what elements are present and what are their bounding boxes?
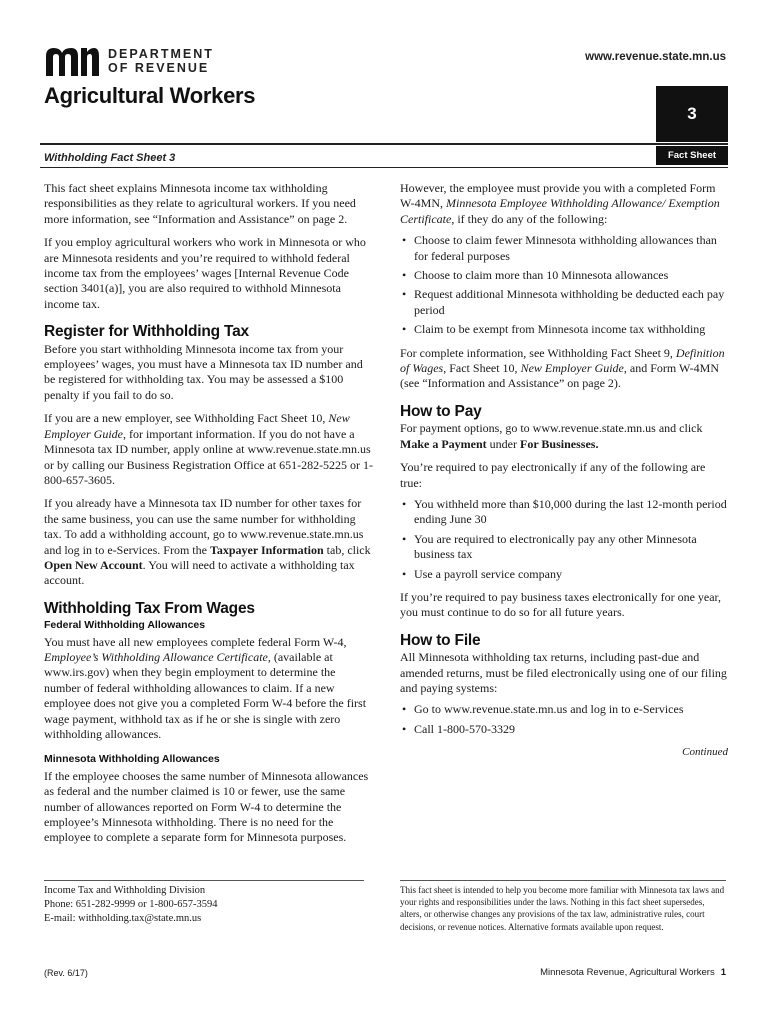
text-run: . You will need to activate a withholding tax account. [44,557,355,588]
text-run: For complete information, see Withholding Fact Sheet 9, [400,345,676,360]
contact-info [44,884,364,926]
list-item: • Choose to claim fewer Minnesota withholding allowances than for federal purposes [400,233,728,264]
disclaimer: This fact sheet is intended to help you become more familiar with Minnesota tax laws and your rights and responsibilities under the laws. Nothing in this fact sheet supersedes, alters, or otherwise changes any provisions of the tax law, administrative rules, court decisions, or revenue notices. Alternative formats available upon request. [400,885,725,932]
fact-sheet-label: Fact Sheet [667,150,717,161]
footer-rule-left [44,880,364,881]
intro-paragraph-2: If you employ agricultural workers who work in Minnesota or who are Minnesota residents and you’re required to withhold federal income tax from the employees’ wages [Internal Revenue Code section 3401(a)], you are also required to withhold Minnesota income tax. [44,235,366,311]
text-run: , Fact Sheet 10, [443,361,521,376]
text-run: , if they do any of the following: [451,211,608,226]
list-item: • Call 1-800-570-3329 [400,722,728,737]
fact-sheet-label-badge [656,146,728,165]
revision-date: (Rev. 6/17) [44,968,88,978]
register-paragraph-1: Before you start withholding Minnesota income tax from your employees’ wages, you must have a Minnesota tax ID number and be registered for withholding tax. You may be assessed a $100 penalty if you fail to do so. [44,341,363,402]
open-new-account-label: Open New Account [44,557,143,572]
list-item: • Use a payroll service company [400,567,728,582]
for-businesses-label: For Businesses. [519,436,599,451]
w4mn-list [400,233,728,337]
w4mn-paragraph [400,181,728,227]
definition-of-wages-title: Definition of Wages [400,345,725,376]
taxpayer-information-label: Taxpayer Information [209,542,324,557]
text-run: You must have all new employees complete federal Form W-4, [44,634,347,649]
form-w4-title: Employee’s Withholding Allowance Certificate [44,649,268,664]
list-item: • Claim to be exempt from Minnesota income tax withholding [400,322,728,337]
continued-note: Continued [682,746,728,759]
federal-allowances-paragraph [44,635,374,743]
pay-list [400,497,728,582]
text-run: For payment options, go to www.revenue.state.mn.us and click [400,421,703,436]
text-run: , (available at www.irs.gov) when they begin employment to determine the number of federal withholding allowances to claim. If a new employee does not give you a completed Form W-4 before the first wage payment, withhold tax as if he or she is single with zero withholding allowances. [44,649,367,741]
intro-paragraph-1: This fact sheet explains Minnesota income tax withholding responsibilities as they relate to agricultural workers. If you need more information, see “Information and Assistance” on page 2. [44,181,356,226]
list-item: • You are required to electronically pay any other Minnesota business tax [400,532,728,563]
org-line-1: DEPARTMENT [108,47,214,61]
subtitle-rule [40,167,728,168]
mn-revenue-logo [44,46,214,76]
minnesota-allowances-paragraph: If the employee chooses the same number of Minnesota allowances as federal and the number claimed is 10 or fewer, use the same number of allowances reported on Form W-4 to determine the employee’s Minnesota withholding. There is no need for the employee to complete a separate form for Minnesota purposes. [44,768,369,845]
text-run: However, the employee must provide you with a completed Form W-4MN, [400,181,716,211]
header-rule [40,143,728,145]
new-employer-guide-title: New Employer Guide [44,411,350,441]
register-heading: Register for Withholding Tax [44,323,249,341]
text-run: If you already have a Minnesota tax ID number for other taxes for the same business, you can use the same number for withholding tax. To add a withholding account, go to www.revenue.state.mn.us and log in to e-Services. From the [44,496,364,557]
list-item: • Choose to claim more than 10 Minnesota allowances [400,268,728,283]
email-address[interactable]: E-mail: withholding.tax@state.mn.us [44,913,202,924]
text-run: under [486,436,520,451]
register-paragraph-2 [44,411,374,488]
complete-info-paragraph [400,346,728,392]
list-item: • Go to www.revenue.state.mn.us and log in to e-Services [400,702,728,717]
division-name: Income Tax and Withholding Division [44,885,206,896]
website-url[interactable]: www.revenue.state.mn.us [585,51,726,63]
register-paragraph-3 [44,496,374,588]
org-line-2: OF REVENUE [108,61,210,75]
how-to-file-heading: How to File [400,631,481,649]
left-column [44,181,374,854]
page-title: Agricultural Workers [44,83,256,108]
list-item: • Request additional Minnesota withholding be deducted each pay period [400,287,728,318]
text-run: tab, click [323,542,371,557]
pay-future-paragraph: If you’re required to pay business taxes electronically for one year, you must continue to do so for all future years. [400,589,722,620]
text-run: If you are a new employer, see Withholding Fact Sheet 10, [44,411,329,426]
text-run: , and Form W-4MN (see “Information and Assistance” on page 2). [400,361,719,391]
new-employer-guide-title: New Employer Guide [520,361,624,376]
file-list [400,702,728,737]
page-subtitle: Withholding Fact Sheet 3 [44,152,176,164]
minnesota-allowances-heading: Minnesota Withholding Allowances [44,753,220,766]
make-a-payment-label: Make a Payment [400,436,487,451]
pay-required-paragraph: You’re required to pay electronically if any of the following are true: [400,460,706,490]
fact-sheet-number-badge [656,86,728,142]
form-w4mn-title: Minnesota Employee Withholding Allowance/ Exemption Certificate [400,196,720,226]
text-run: , for important information. If you do not have a Minnesota tax ID number, apply online at www.revenue.state.mn.us or by calling our Business Registration Office at 651-282-5225 or 1-800-657-3605. [44,426,374,487]
fact-sheet-number: 3 [687,104,697,123]
page-number: 1 [720,967,726,978]
footer-rule-right [400,880,726,881]
file-paragraph: All Minnesota withholding tax returns, including past-due and amended returns, must be filed electronically using one of our filing and paying systems: [400,650,727,695]
wages-heading: Withholding Tax From Wages [44,599,255,617]
mn-logo-icon [44,46,100,76]
how-to-pay-heading: How to Pay [400,402,482,420]
payment-options-paragraph [400,421,728,452]
phone-numbers: Phone: 651-282-9999 or 1-800-657-3594 [44,899,218,910]
federal-allowances-heading: Federal Withholding Allowances [44,619,206,632]
page-footer-label: Minnesota Revenue, Agricultural Workers [540,967,715,978]
right-column [400,181,728,761]
page-footer [540,967,726,978]
list-item: • You withheld more than $10,000 during the last 12-month period ending June 30 [400,497,728,528]
